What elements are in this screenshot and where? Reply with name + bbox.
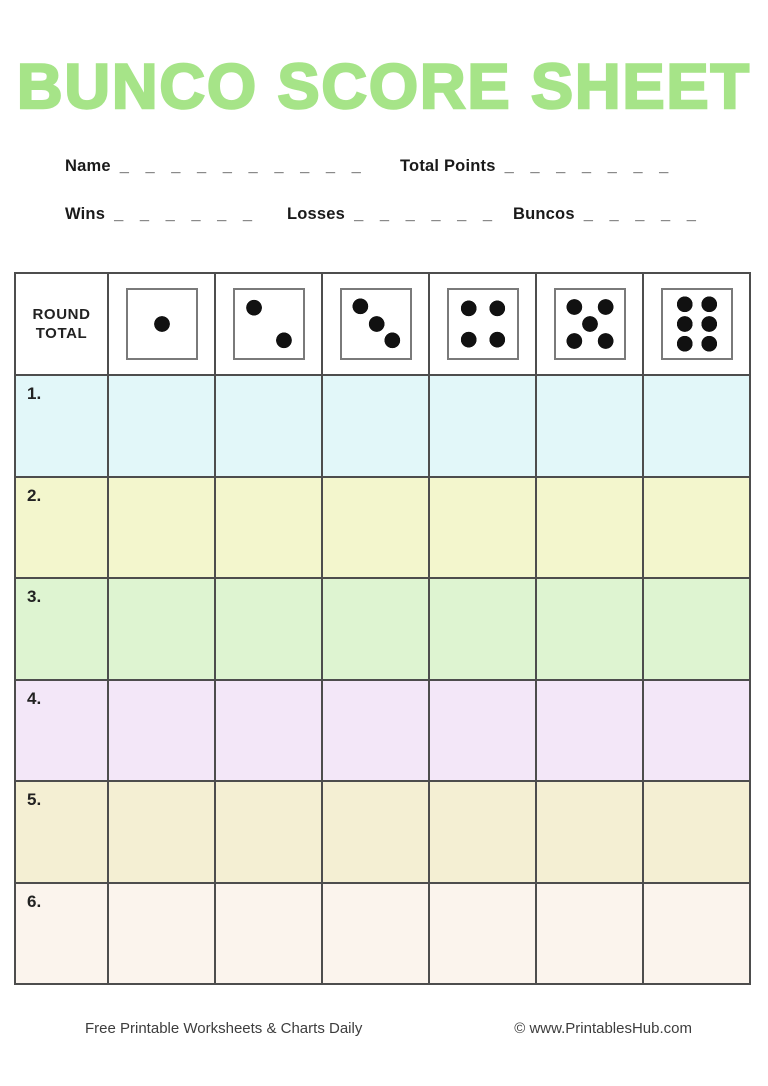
- score-cell: [322, 477, 429, 579]
- score-cell: [322, 375, 429, 477]
- score-cell: [643, 375, 750, 477]
- die-5-cell: [536, 273, 643, 375]
- round-number-label: 4.: [15, 680, 108, 782]
- round-number-label: 6.: [15, 883, 108, 985]
- die-4-icon: [447, 288, 519, 360]
- score-cell: [643, 781, 750, 883]
- wins-label: Wins: [65, 205, 106, 223]
- score-cell: [322, 883, 429, 985]
- score-cell: [429, 883, 536, 985]
- total-points-blanks: _ _ _ _ _ _ _: [504, 157, 671, 175]
- score-cell: [429, 375, 536, 477]
- losses-field: [287, 205, 494, 224]
- die-2-cell: [215, 273, 322, 375]
- name-label: Name: [65, 157, 111, 175]
- table-row: [15, 781, 750, 883]
- footer-right-text: © www.PrintablesHub.com: [514, 1020, 692, 1037]
- score-cell: [322, 680, 429, 782]
- round-number-label: 3.: [15, 578, 108, 680]
- score-cell: [322, 781, 429, 883]
- score-cell: [429, 781, 536, 883]
- name-field: [65, 157, 363, 176]
- losses-label: Losses: [287, 205, 346, 223]
- page-title: BUNCO SCORE SHEET: [16, 52, 752, 122]
- score-cell: [536, 578, 643, 680]
- table-row: [15, 883, 750, 985]
- score-cell: [215, 883, 322, 985]
- buncos-label: Buncos: [513, 205, 575, 223]
- score-cell: [536, 781, 643, 883]
- score-cell: [108, 578, 215, 680]
- die-1-cell: [108, 273, 215, 375]
- round-number-label: 2.: [15, 477, 108, 579]
- wins-blanks: _ _ _ _ _ _: [114, 205, 255, 223]
- score-cell: [536, 375, 643, 477]
- die-4-cell: [429, 273, 536, 375]
- score-cell: [215, 375, 322, 477]
- score-cell: [322, 578, 429, 680]
- buncos-field: [513, 205, 698, 224]
- footer-left-text: Free Printable Worksheets & Charts Daily: [85, 1020, 363, 1037]
- score-cell: [536, 477, 643, 579]
- die-6-cell: [643, 273, 750, 375]
- score-cell: [108, 883, 215, 985]
- score-cell: [215, 680, 322, 782]
- score-cell: [643, 883, 750, 985]
- table-header-row: [15, 273, 750, 375]
- score-cell: [643, 680, 750, 782]
- table-row: [15, 477, 750, 579]
- die-2-icon: [233, 288, 305, 360]
- score-cell: [536, 883, 643, 985]
- die-3-icon: [340, 288, 412, 360]
- score-cell: [429, 578, 536, 680]
- losses-blanks: _ _ _ _ _ _: [354, 205, 495, 223]
- die-6-icon: [661, 288, 733, 360]
- score-table: [14, 272, 751, 985]
- score-cell: [215, 477, 322, 579]
- score-cell: [215, 781, 322, 883]
- score-cell: [108, 477, 215, 579]
- page-footer: [0, 1020, 768, 1037]
- score-cell: [643, 578, 750, 680]
- score-cell: [108, 781, 215, 883]
- die-5-icon: [554, 288, 626, 360]
- total-points-label: Total Points: [400, 157, 496, 175]
- round-total-header: ROUND TOTAL: [15, 273, 108, 375]
- round-number-label: 1.: [15, 375, 108, 477]
- table-row: [15, 375, 750, 477]
- round-number-label: 5.: [15, 781, 108, 883]
- score-cell: [108, 375, 215, 477]
- buncos-blanks: _ _ _ _ _: [583, 205, 698, 223]
- die-3-cell: [322, 273, 429, 375]
- wins-field: [65, 205, 254, 224]
- die-1-icon: [126, 288, 198, 360]
- total-points-field: [400, 157, 670, 176]
- score-cell: [643, 477, 750, 579]
- table-row: [15, 578, 750, 680]
- score-cell: [429, 680, 536, 782]
- name-blanks: _ _ _ _ _ _ _ _ _ _: [119, 157, 363, 175]
- score-cell: [429, 477, 536, 579]
- table-row: [15, 680, 750, 782]
- score-cell: [108, 680, 215, 782]
- score-cell: [536, 680, 643, 782]
- score-cell: [215, 578, 322, 680]
